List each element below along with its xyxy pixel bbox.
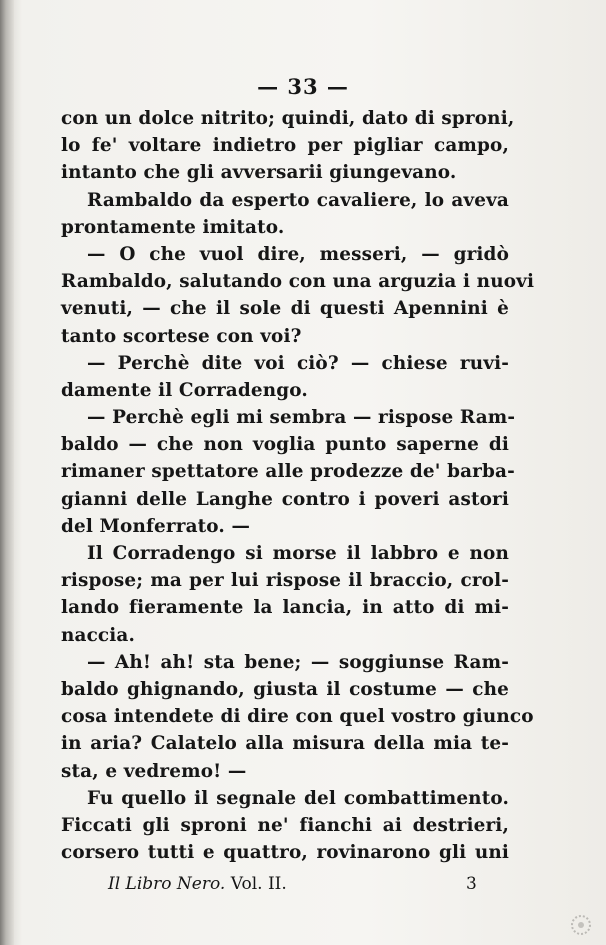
text-line: lo fe' voltare indietro per pigliar campo, bbox=[61, 135, 509, 157]
footer-line bbox=[108, 874, 488, 894]
body-text bbox=[61, 105, 535, 866]
signature-mark: 3 bbox=[466, 874, 477, 894]
text-line: gianni delle Langhe contro i poveri astori bbox=[61, 488, 509, 510]
text-line: — Perchè dite voi ciò? — chiese ruvi- bbox=[87, 352, 509, 374]
text-line: damente il Corradengo. bbox=[61, 379, 308, 401]
text-line: in aria? Calatelo alla misura della mia te- bbox=[61, 733, 509, 755]
text-line: venuti, — che il sole di questi Apennini è bbox=[61, 298, 509, 320]
text-line: — Perchè egli mi sembra — rispose Ram- bbox=[87, 407, 516, 429]
text-line: baldo ghignando, giusta il costume — che bbox=[61, 678, 509, 700]
text-line: sta, e vedremo! — bbox=[61, 760, 247, 782]
text-line: cosa intendete di dire con quel vostro giunco bbox=[61, 706, 534, 728]
text-line: — Ah! ah! sta bene; — soggiunse Ram- bbox=[87, 651, 509, 673]
text-line: Ficcati gli sproni ne' fianchi ai destrieri, bbox=[61, 814, 509, 836]
volume-label: Vol. II. bbox=[230, 874, 287, 894]
book-title: Il Libro Nero. bbox=[108, 874, 226, 894]
text-line: Rambaldo, salutando con una arguzia i nuovi bbox=[61, 271, 535, 293]
text-line: tanto scortese con voi? bbox=[61, 325, 302, 347]
text-line: Il Corradengo si morse il labbro e non bbox=[87, 543, 509, 564]
text-line: lando fieramente la lancia, in atto di mi- bbox=[61, 597, 509, 619]
page-number: — 33 — bbox=[257, 74, 349, 99]
text-line: corsero tutti e quattro, rovinarono gli uni bbox=[61, 842, 509, 864]
text-line: — O che vuol dire, messeri, — gridò bbox=[87, 243, 509, 265]
text-line: intanto che gli avversarii giungevano. bbox=[61, 162, 457, 184]
page-binding-edge bbox=[0, 0, 14, 945]
text-line: Fu quello il segnale del combattimento. bbox=[87, 787, 509, 809]
corner-stain-icon bbox=[566, 911, 596, 939]
text-line: naccia. bbox=[61, 624, 136, 646]
text-line: del Monferrato. — bbox=[61, 515, 251, 537]
text-line: rispose; ma per lui rispose il braccio, crol- bbox=[61, 570, 509, 592]
text-line: con un dolce nitrito; quindi, dato di sproni, bbox=[61, 108, 515, 129]
text-line: rimaner spettatore alle prodezze de' barba- bbox=[61, 461, 515, 483]
text-line: baldo — che non voglia punto saperne di bbox=[61, 434, 509, 456]
text-line: prontamente imitato. bbox=[61, 216, 285, 238]
text-line: Rambaldo da esperto cavaliere, lo aveva bbox=[87, 189, 509, 211]
